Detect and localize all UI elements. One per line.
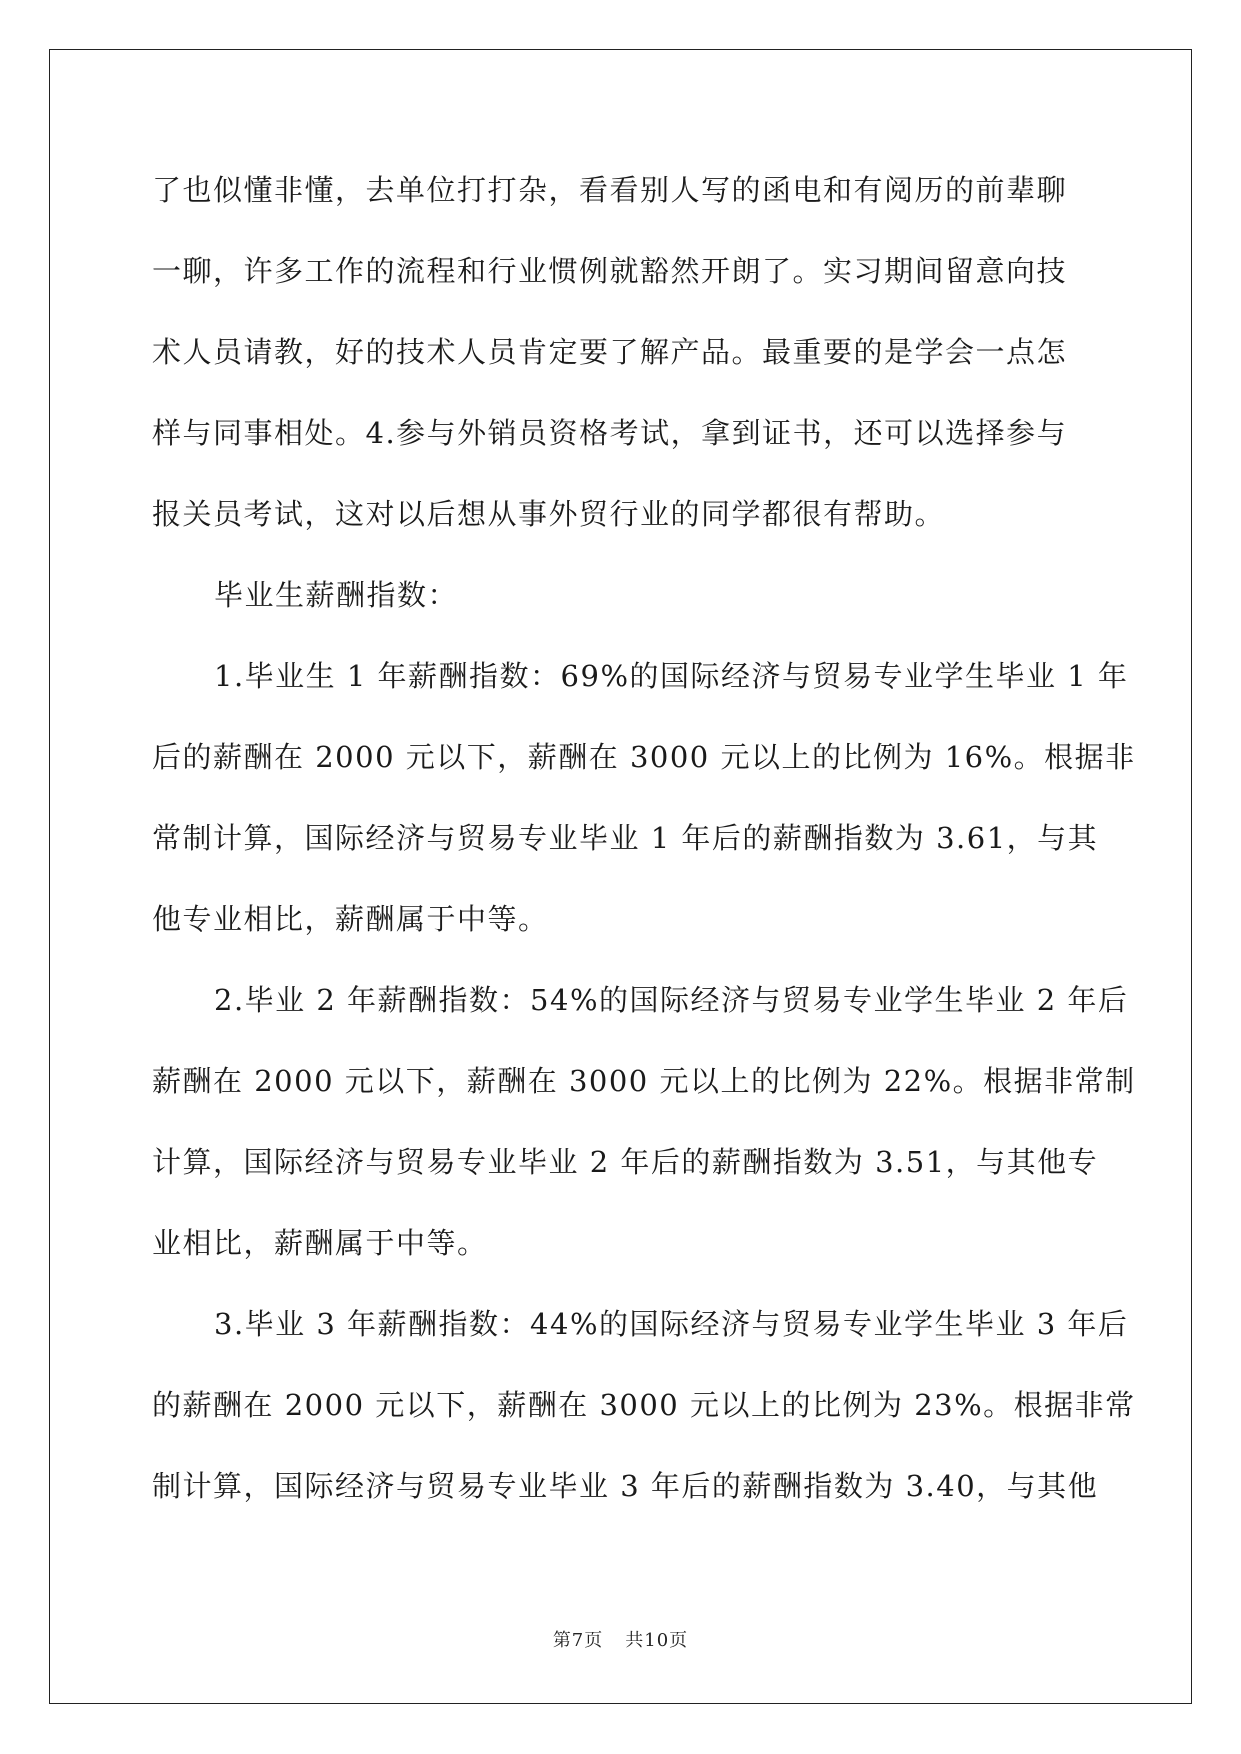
- body-line: 薪酬在 2000 元以下，薪酬在 3000 元以上的比例为 22%。根据非常制: [152, 1064, 1136, 1098]
- page-footer: [0, 1626, 1241, 1652]
- body-line: 制计算，国际经济与贸易专业毕业 3 年后的薪酬指数为 3.40，与其他: [152, 1469, 1099, 1503]
- paragraph-start: 3.毕业 3 年薪酬指数：44%的国际经济与贸易专业学生毕业 3 年后: [214, 1307, 1129, 1341]
- page-total: 共10页: [625, 1630, 689, 1651]
- body-line: 常制计算，国际经济与贸易专业毕业 1 年后的薪酬指数为 3.61，与其: [152, 821, 1099, 855]
- section-heading: 毕业生薪酬指数：: [214, 578, 459, 612]
- body-line: 的薪酬在 2000 元以下，薪酬在 3000 元以上的比例为 23%。根据非常: [152, 1388, 1136, 1422]
- document-body: [152, 165, 1136, 1542]
- body-line: 业相比，薪酬属于中等。: [152, 1226, 488, 1260]
- body-line: 术人员请教，好的技术人员肯定要了解产品。最重要的是学会一点怎: [152, 335, 1068, 369]
- body-line: 报关员考试，这对以后想从事外贸行业的同学都很有帮助。: [152, 497, 946, 531]
- body-line: 后的薪酬在 2000 元以下，薪酬在 3000 元以上的比例为 16%。根据非: [152, 740, 1136, 774]
- paragraph-start: 2.毕业 2 年薪酬指数：54%的国际经济与贸易专业学生毕业 2 年后: [214, 983, 1129, 1017]
- body-line: 他专业相比，薪酬属于中等。: [152, 902, 549, 936]
- body-line: 了也似懂非懂，去单位打打杂，看看别人写的函电和有阅历的前辈聊: [152, 173, 1068, 207]
- body-line: 一聊，许多工作的流程和行业惯例就豁然开朗了。实习期间留意向技: [152, 254, 1068, 288]
- page-number: 第7页: [552, 1630, 604, 1651]
- body-line: 样与同事相处。4.参与外销员资格考试，拿到证书，还可以选择参与: [152, 416, 1068, 450]
- paragraph-start: 1.毕业生 1 年薪酬指数：69%的国际经济与贸易专业学生毕业 1 年: [214, 659, 1129, 693]
- body-line: 计算，国际经济与贸易专业毕业 2 年后的薪酬指数为 3.51，与其他专: [152, 1145, 1099, 1179]
